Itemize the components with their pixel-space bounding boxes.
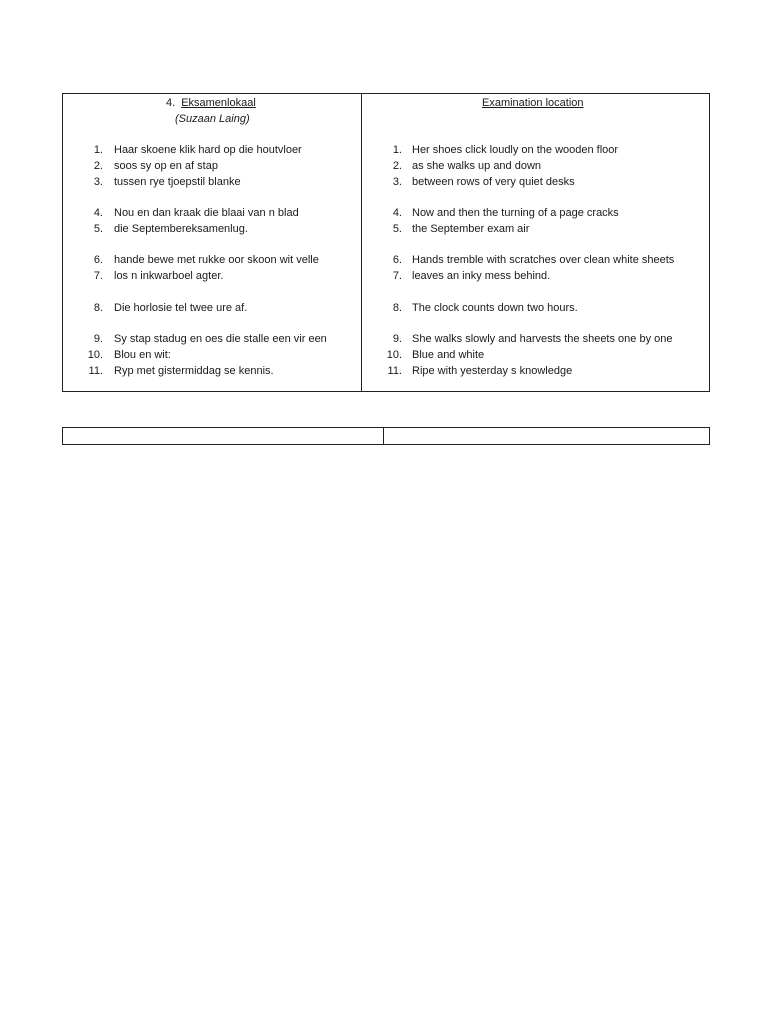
- line-number: 10.: [386, 349, 402, 361]
- line-number: 11.: [387, 365, 402, 377]
- line-number: 9.: [392, 333, 402, 345]
- empty-cell-left: [63, 428, 384, 444]
- poem-number: 4.: [166, 97, 176, 109]
- line-number: 5.: [93, 223, 103, 235]
- poem-author: (Suzaan Laing): [175, 113, 250, 125]
- line-text: Blou en wit:: [114, 349, 171, 361]
- line-number: 8.: [93, 302, 103, 314]
- line-text: Die horlosie tel twee ure af.: [114, 302, 248, 314]
- line-number: 3.: [392, 176, 402, 188]
- line-text: Blue and white: [412, 349, 485, 361]
- line-text: as she walks up and down: [412, 160, 542, 172]
- line-number: 1.: [93, 144, 103, 156]
- line-number: 4.: [93, 207, 103, 219]
- line-text: Ripe with yesterday s knowledge: [412, 365, 573, 377]
- line-text: Her shoes click loudly on the wooden floor: [412, 144, 619, 156]
- line-text: die Septembereksamenlug.: [114, 223, 248, 235]
- line-text: The clock counts down two hours.: [412, 302, 578, 314]
- afrikaans-title: Eksamenlokaal: [181, 97, 256, 109]
- line-text: Now and then the turning of a page cracks: [412, 207, 619, 219]
- afrikaans-column: [63, 94, 362, 391]
- line-number: 4.: [392, 207, 402, 219]
- line-text: tussen rye tjoepstil blanke: [114, 176, 241, 188]
- line-text: Ryp met gistermiddag se kennis.: [114, 365, 274, 377]
- line-text: Sy stap stadug en oes die stalle een vir een: [114, 333, 327, 345]
- line-number: 2.: [93, 160, 103, 172]
- line-text: Nou en dan kraak die blaai van n blad: [114, 207, 299, 219]
- line-text: soos sy op en af stap: [114, 160, 218, 172]
- line-text: between rows of very quiet desks: [412, 176, 575, 188]
- line-number: 11.: [88, 365, 103, 377]
- line-number: 6.: [93, 254, 103, 266]
- line-text: los n inkwarboel agter.: [114, 270, 224, 282]
- line-text: leaves an inky mess behind.: [412, 270, 551, 282]
- empty-cell-right: [384, 428, 709, 444]
- english-title: Examination location: [482, 97, 584, 109]
- line-number: 2.: [392, 160, 402, 172]
- line-number: 7.: [93, 270, 103, 282]
- line-number: 9.: [93, 333, 103, 345]
- line-text: She walks slowly and harvests the sheets one by one: [412, 333, 673, 345]
- line-number: 3.: [93, 176, 103, 188]
- afrikaans-heading: [166, 96, 256, 110]
- line-text: Haar skoene klik hard op die houtvloer: [114, 144, 302, 156]
- poem-table: [62, 93, 710, 392]
- line-text: the September exam air: [412, 223, 530, 235]
- line-number: 1.: [392, 144, 402, 156]
- english-column: [362, 94, 709, 391]
- line-number: 5.: [392, 223, 402, 235]
- line-number: 8.: [392, 302, 402, 314]
- line-text: Hands tremble with scratches over clean white sheets: [412, 254, 675, 266]
- empty-table: [62, 427, 710, 445]
- line-text: hande bewe met rukke oor skoon wit velle: [114, 254, 319, 266]
- line-number: 7.: [392, 270, 402, 282]
- line-number: 10.: [87, 349, 103, 361]
- line-number: 6.: [392, 254, 402, 266]
